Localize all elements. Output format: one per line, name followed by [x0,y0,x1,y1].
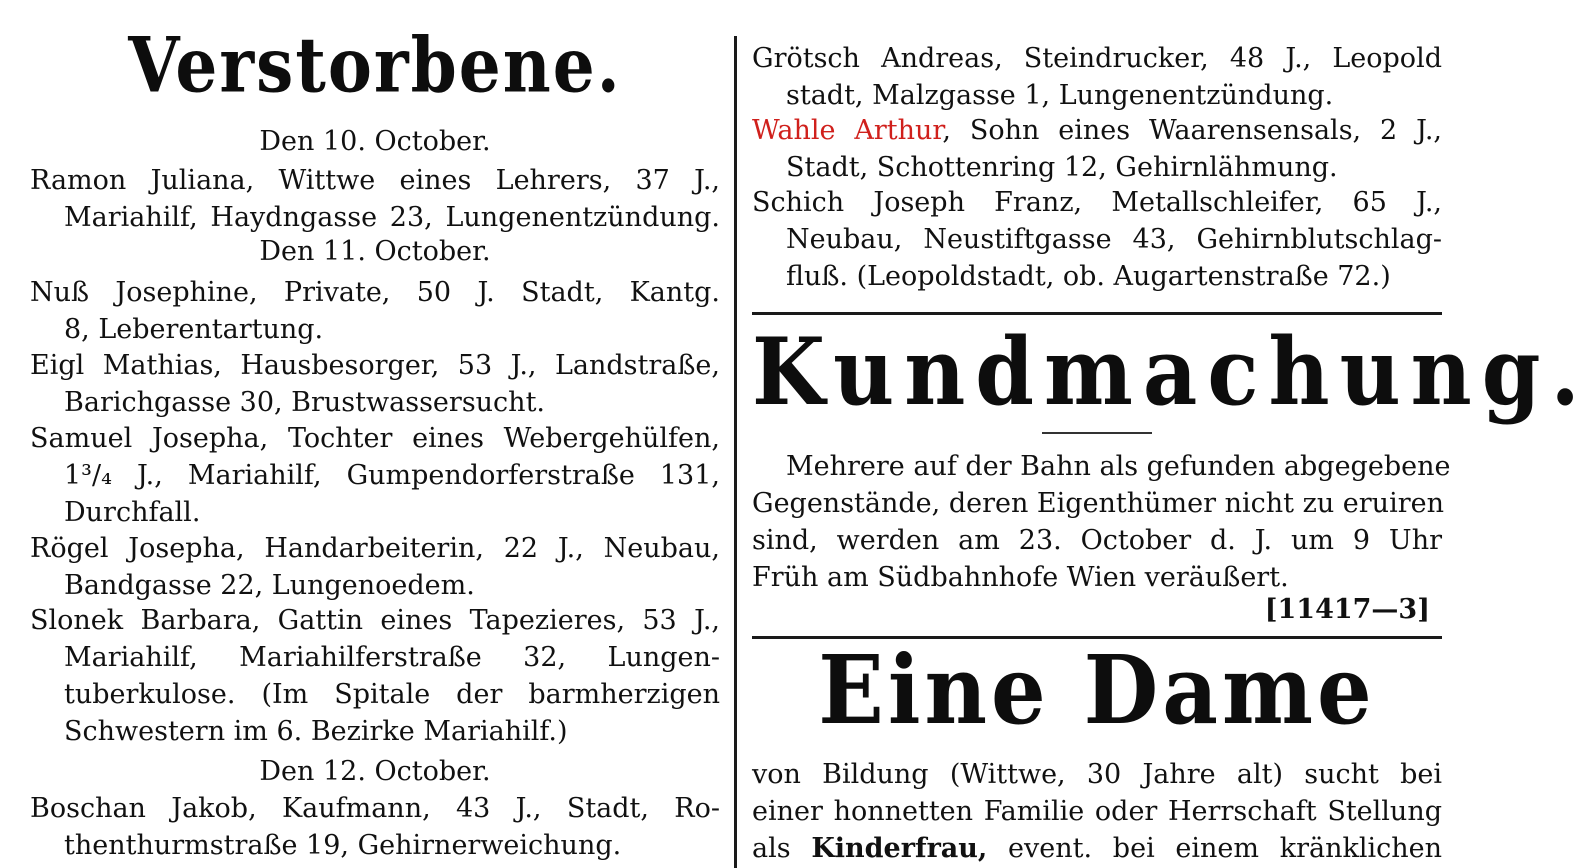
para-line: von Bildung (Wittwe, 30 Jahre alt) sucht bei [752,759,1442,790]
entry-line: Nuß Josephine, Private, 50 J. Stadt, Kantg. [30,277,720,308]
entry-text: , Sohn eines Waarensensals, 2 J., [942,115,1442,146]
entry-line: Mariahilf, Mariahilferstraße 32, Lungen- [64,642,720,673]
entry-line: Rögel Josepha, Handarbeiterin, 22 J., Neubau, [30,533,720,564]
ad-text [752,756,1442,867]
entry-line: stadt, Malzgasse 1, Lungenentzündung. [786,80,1334,111]
entry-line: Bandgasse 22, Lungenoedem. [64,570,475,601]
ad-heading: Eine Dame [818,634,1376,747]
entry-line: Neubau, Neustiftgasse 43, Gehirnblutschlag- [786,224,1442,255]
death-entry-nuss [30,274,720,348]
para-line: Mehrere auf der Bahn als gefunden abgegebene [786,451,1451,482]
death-entry-schich [752,184,1442,295]
column-divider [734,36,737,868]
entry-line: tuberkulose. (Im Spitale der barmherzigen [64,679,720,710]
death-entry-groetsch [752,40,1442,114]
date-oct-10: Den 10. October. [259,126,491,157]
entry-line: Schich Joseph Franz, Metallschleifer, 65 J., [752,187,1442,218]
death-entry-ramon [30,162,720,236]
death-entry-slonek [30,602,720,750]
reference-number: [11417—3] [1264,594,1430,625]
date-oct-12: Den 12. October. [259,756,491,787]
entry-line: Boschan Jakob, Kaufmann, 43 J., Stadt, Ro- [30,793,720,824]
death-entry-eigl [30,347,720,421]
highlighted-name: Wahle Arthur [752,115,943,146]
entry-line: Durchfall. [64,497,201,528]
date-oct-11: Den 11. October. [259,236,491,267]
entry-line: Schwestern im 6. Bezirke Mariahilf.) [64,716,568,747]
death-entry-samuel [30,420,720,531]
death-entry-boschan [30,790,720,864]
announcement-heading: Kundmachung. [752,317,1590,426]
entry-line [752,112,1442,149]
death-entry-wahle [752,112,1442,186]
ad-text-post: event. bei einem kränklichen [987,833,1442,864]
ad-text-pre: als [752,833,812,864]
entry-line: Samuel Josepha, Tochter eines Webergehülfen, [30,423,720,454]
para-line: Gegenstände, deren Eigenthümer nicht zu eruiren [752,488,1444,519]
para-line: einer honnetten Familie oder Herrschaft Stellung [752,796,1442,827]
section-rule [752,312,1442,315]
entry-line: Ramon Juliana, Wittwe eines Lehrers, 37 J., [30,165,720,196]
entry-line: Grötsch Andreas, Steindrucker, 48 J., Leopold [752,43,1442,74]
para-line: Früh am Südbahnhofe Wien veräußert. [752,562,1289,593]
entry-line: Eigl Mathias, Hausbesorger, 53 J., Landstraße, [30,350,720,381]
short-rule [1042,432,1152,434]
para-line [752,830,1442,867]
death-entry-roegel [30,530,720,604]
entry-line: Slonek Barbara, Gattin eines Tapezieres, 53 J., [30,605,720,636]
entry-line: Barichgasse 30, Brustwassersucht. [64,387,546,418]
entry-line: fluß. (Leopoldstadt, ob. Augartenstraße 72.) [786,261,1391,292]
deaths-heading: Verstorbene. [128,20,622,110]
announcement-text [752,448,1451,596]
para-line: sind, werden am 23. October d. J. um 9 Uhr [752,525,1442,556]
entry-line: 8, Leberentartung. [64,314,324,345]
entry-line: thenthurmstraße 19, Gehirnerweichung. [64,830,622,861]
entry-line: Stadt, Schottenring 12, Gehirnlähmung. [786,152,1338,183]
entry-line: 1³/₄ J., Mariahilf, Gumpendorferstraße 131, [64,460,720,491]
ad-keyword: Kinderfrau, [811,833,988,864]
entry-line: Mariahilf, Haydngasse 23, Lungenentzündung. [64,202,720,233]
